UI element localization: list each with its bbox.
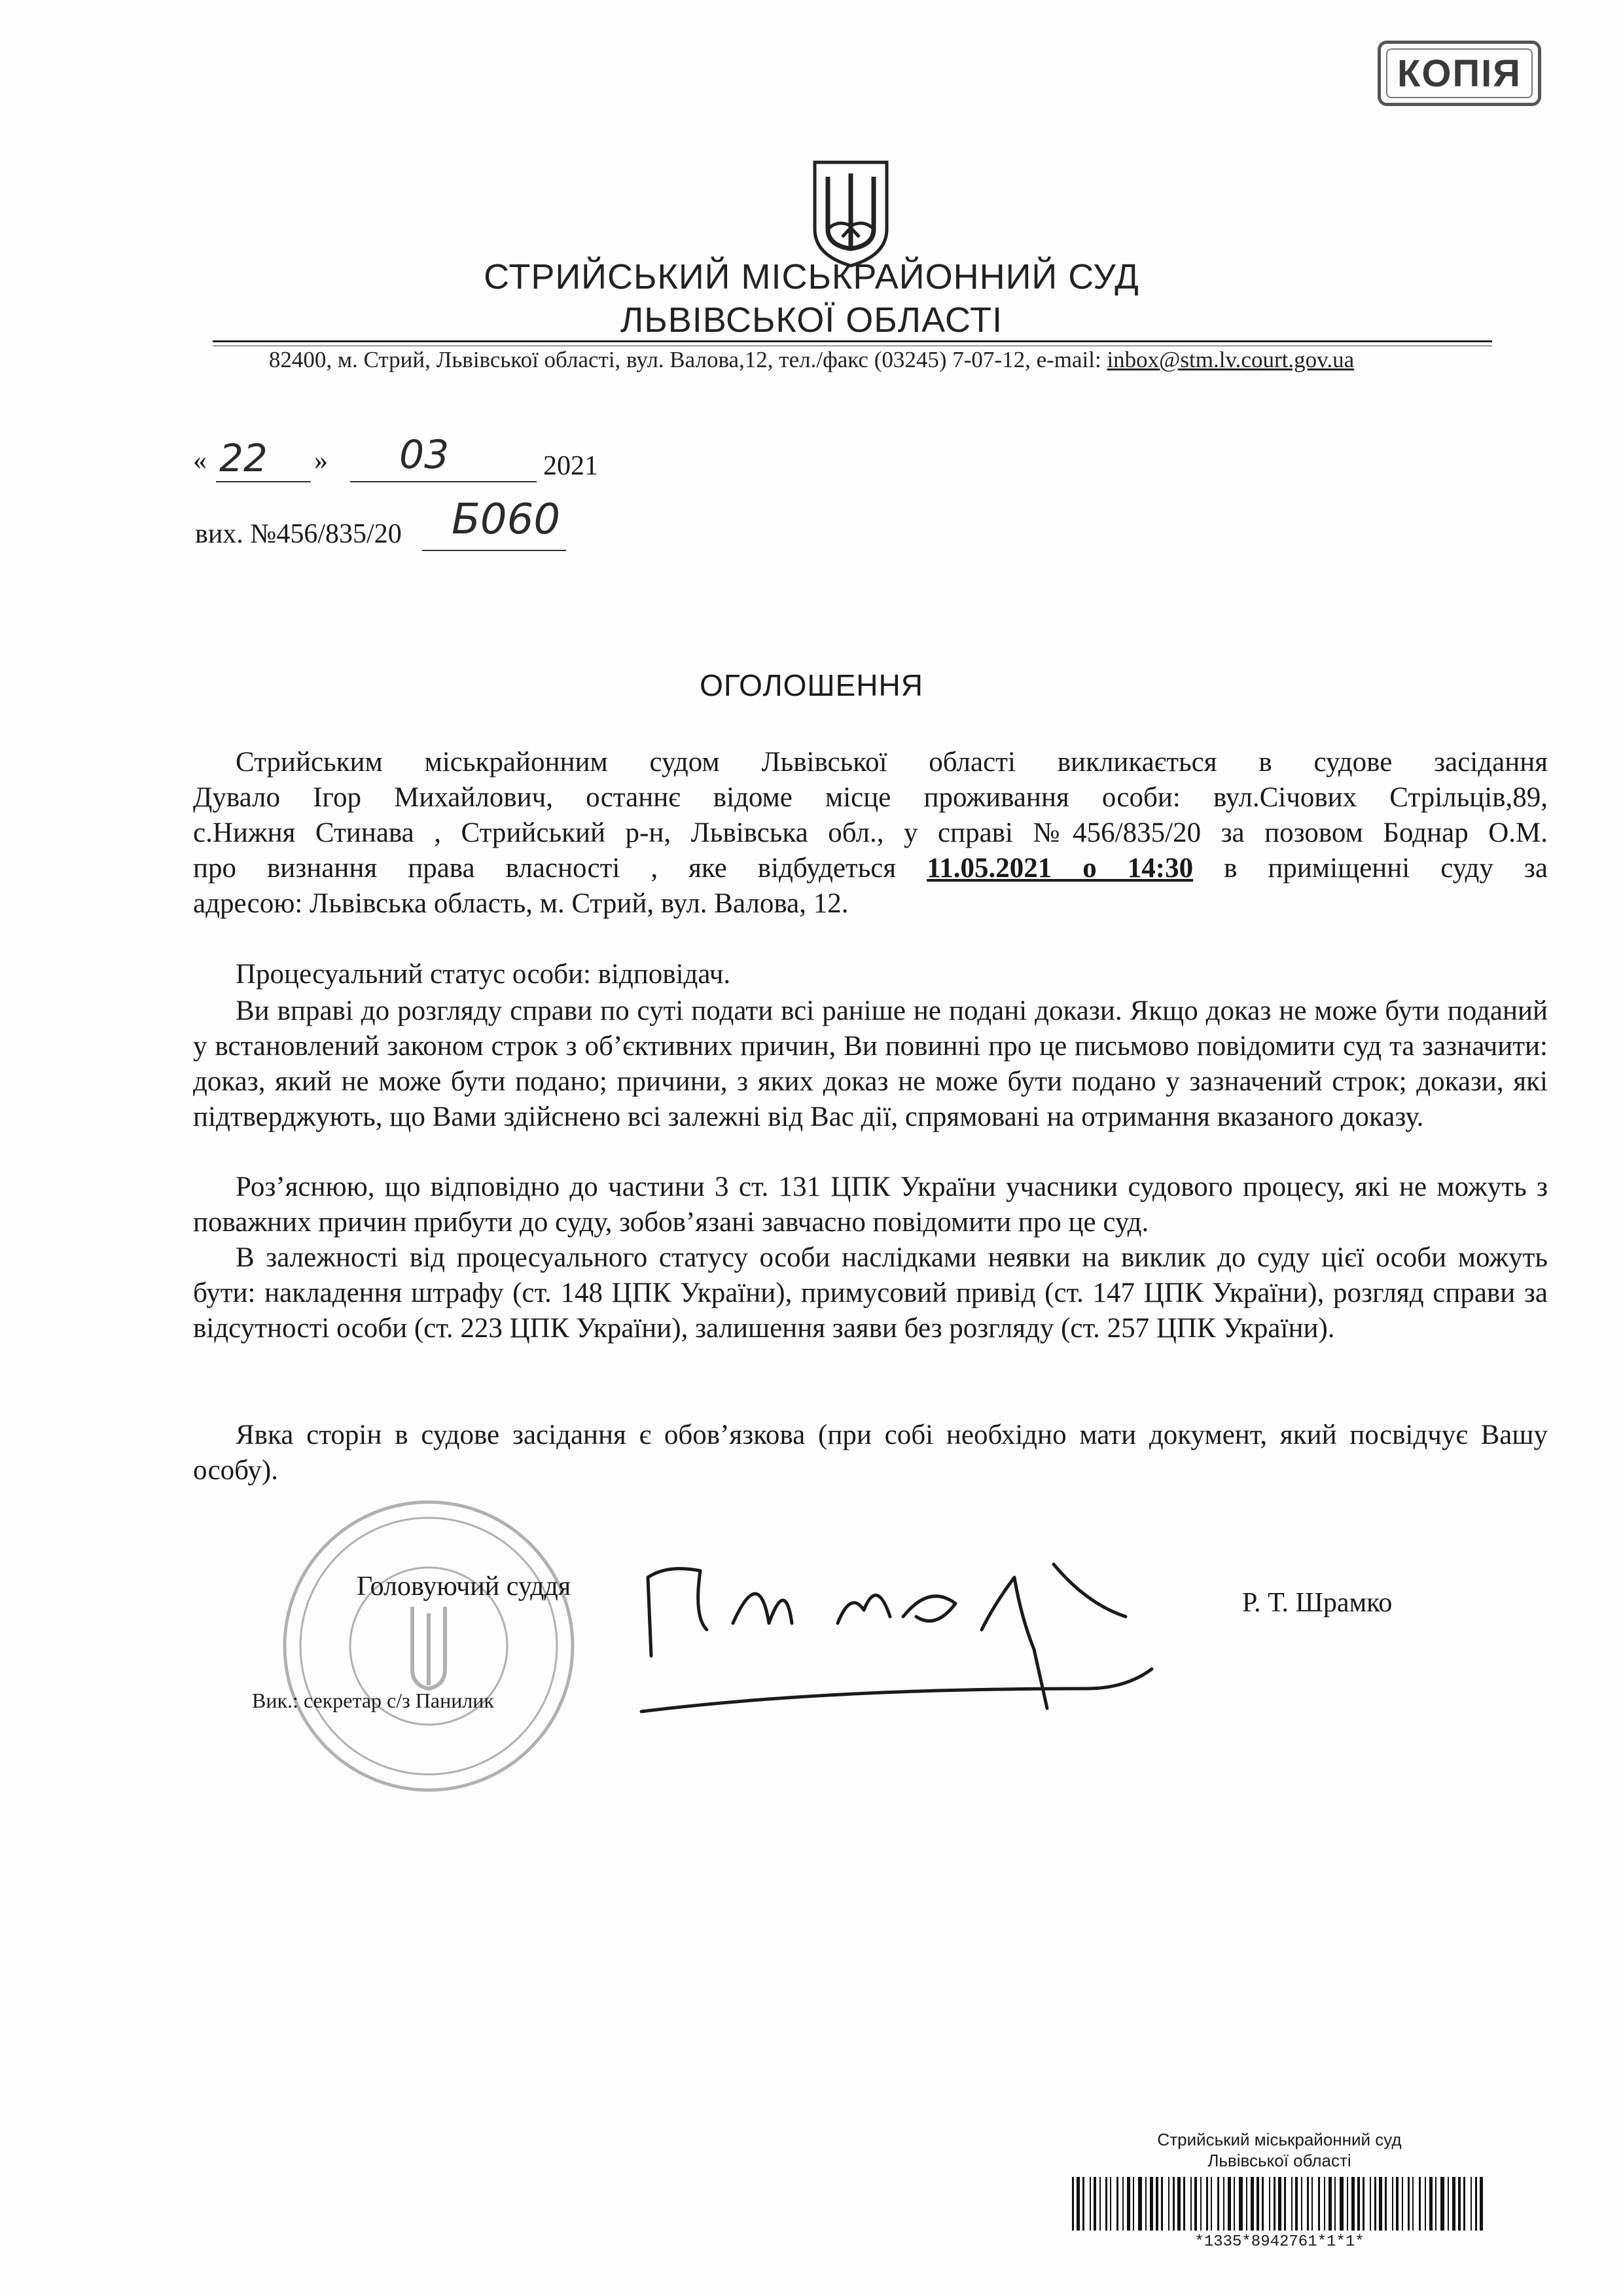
registration-court-line2: Львівської області <box>1207 2151 1351 2170</box>
summons-line-2: Дувало Ігор Михайлович, останнє відоме місце проживання особи: вул.Січових Стрільців,89, <box>193 782 1548 813</box>
paragraph-summons <box>193 745 1548 922</box>
judge-name: Р. Т. Шрамко <box>1242 1588 1393 1618</box>
summons-line-1: Стрийським міськрайонним судом Львівської області викликається в судове засідання <box>236 747 1548 778</box>
summons-line-5: адресою: Львівська область, м. Стрий, вул. Валова, 12. <box>193 888 849 919</box>
header-rule <box>213 340 1492 342</box>
paragraph-explanation: Роз’яснюю, що відповідно до частини 3 ст. 131 ЦПК України учасники судового процесу, які не можуть з поважних причин прибути до суду, зобов’язані завчасно повідомити про це суд. <box>193 1172 1548 1238</box>
paragraph-attendance: Явка сторін в судове засідання є обов’язкова (при собі необхідно мати документ, який посвідчує Вашу особу). <box>193 1420 1548 1486</box>
summons-line-4a: про визнання права власності , яке відбудеться <box>193 853 927 884</box>
date-day-handwritten: 22 <box>219 436 268 480</box>
barcode-icon <box>1067 2174 1492 2233</box>
summons-line-3: с.Нижня Стинава , Стрийський р-н, Львівська обл., у справі №456/835/20 за позовом Боднар О.М. <box>193 817 1548 848</box>
date-quote-close: » <box>314 446 328 476</box>
paragraph-status: Процесуальний статус особи: відповідач. <box>236 959 731 990</box>
date-year: 2021 <box>543 451 598 481</box>
court-seal-icon <box>278 1496 579 1797</box>
barcode-number: *1335*8942761*1*1* <box>1194 2233 1364 2251</box>
address-text: 82400, м. Стрий, Львівської області, вул. Валова,12, тел./факс (03245) 7-07-12, e-mail: <box>268 347 1107 372</box>
summons-line-4b: в приміщенні суду за <box>1193 853 1548 884</box>
paragraph-consequences: В залежності від процесуального статусу особи наслідками неявки на виклик до суду цієї особи можуть бути: накладення штрафу (ст. 148 ЦПК України), примусовий привід (ст. 147 ЦПК України), розгляд справи за відсутності особи (ст. 223 ЦПК України), залишення заяви без розгляду (ст. 257 ЦПК України). <box>193 1242 1548 1344</box>
judge-signature <box>628 1525 1165 1728</box>
copy-stamp-label: КОПІЯ <box>1386 48 1533 98</box>
outgoing-number-label: вих. №456/835/20 <box>195 519 402 549</box>
judge-role: Головуючий суддя <box>357 1571 571 1602</box>
email-link[interactable]: inbox@stm.lv.court.gov.ua <box>1107 347 1355 372</box>
court-address <box>0 347 1623 373</box>
date-month-handwritten: 03 <box>399 432 450 478</box>
copy-stamp <box>1378 41 1541 106</box>
document-title: ОГОЛОШЕННЯ <box>700 668 923 702</box>
registration-court-line1: Стрийський міськрайонний суд <box>1157 2130 1402 2149</box>
court-name-line1: СТРИЙСЬКИЙ МІСЬКРАЙОННИЙ СУД <box>484 257 1139 296</box>
court-name-line2: ЛЬВІВСЬКОЇ ОБЛАСТІ <box>620 300 1003 340</box>
date-quote-open: « <box>193 446 207 476</box>
outgoing-number-handwritten: Б060 <box>452 495 561 544</box>
hearing-datetime: 11.05.2021 о 14:30 <box>927 853 1194 884</box>
summons-line-4 <box>193 851 1548 886</box>
paragraph-evidence: Ви вправі до розгляду справи по суті подати всі раніше не подані докази. Якщо доказ не може бути поданий у встановлений законом строк з об’єктивних причин, Ви повинні про це письмово повідомити суд та зазначити: доказ, який не може бути подано; причини, з яких доказ не може бути подано у зазначений строк; докази, які підтверджують, що Вами здійснено всі залежні від Вас дії, спрямовані на отримання вказаного доказу. <box>193 996 1548 1132</box>
executor-note: Вик.: секретар с/з Панилик <box>252 1689 494 1712</box>
trident-emblem-icon <box>808 157 893 268</box>
